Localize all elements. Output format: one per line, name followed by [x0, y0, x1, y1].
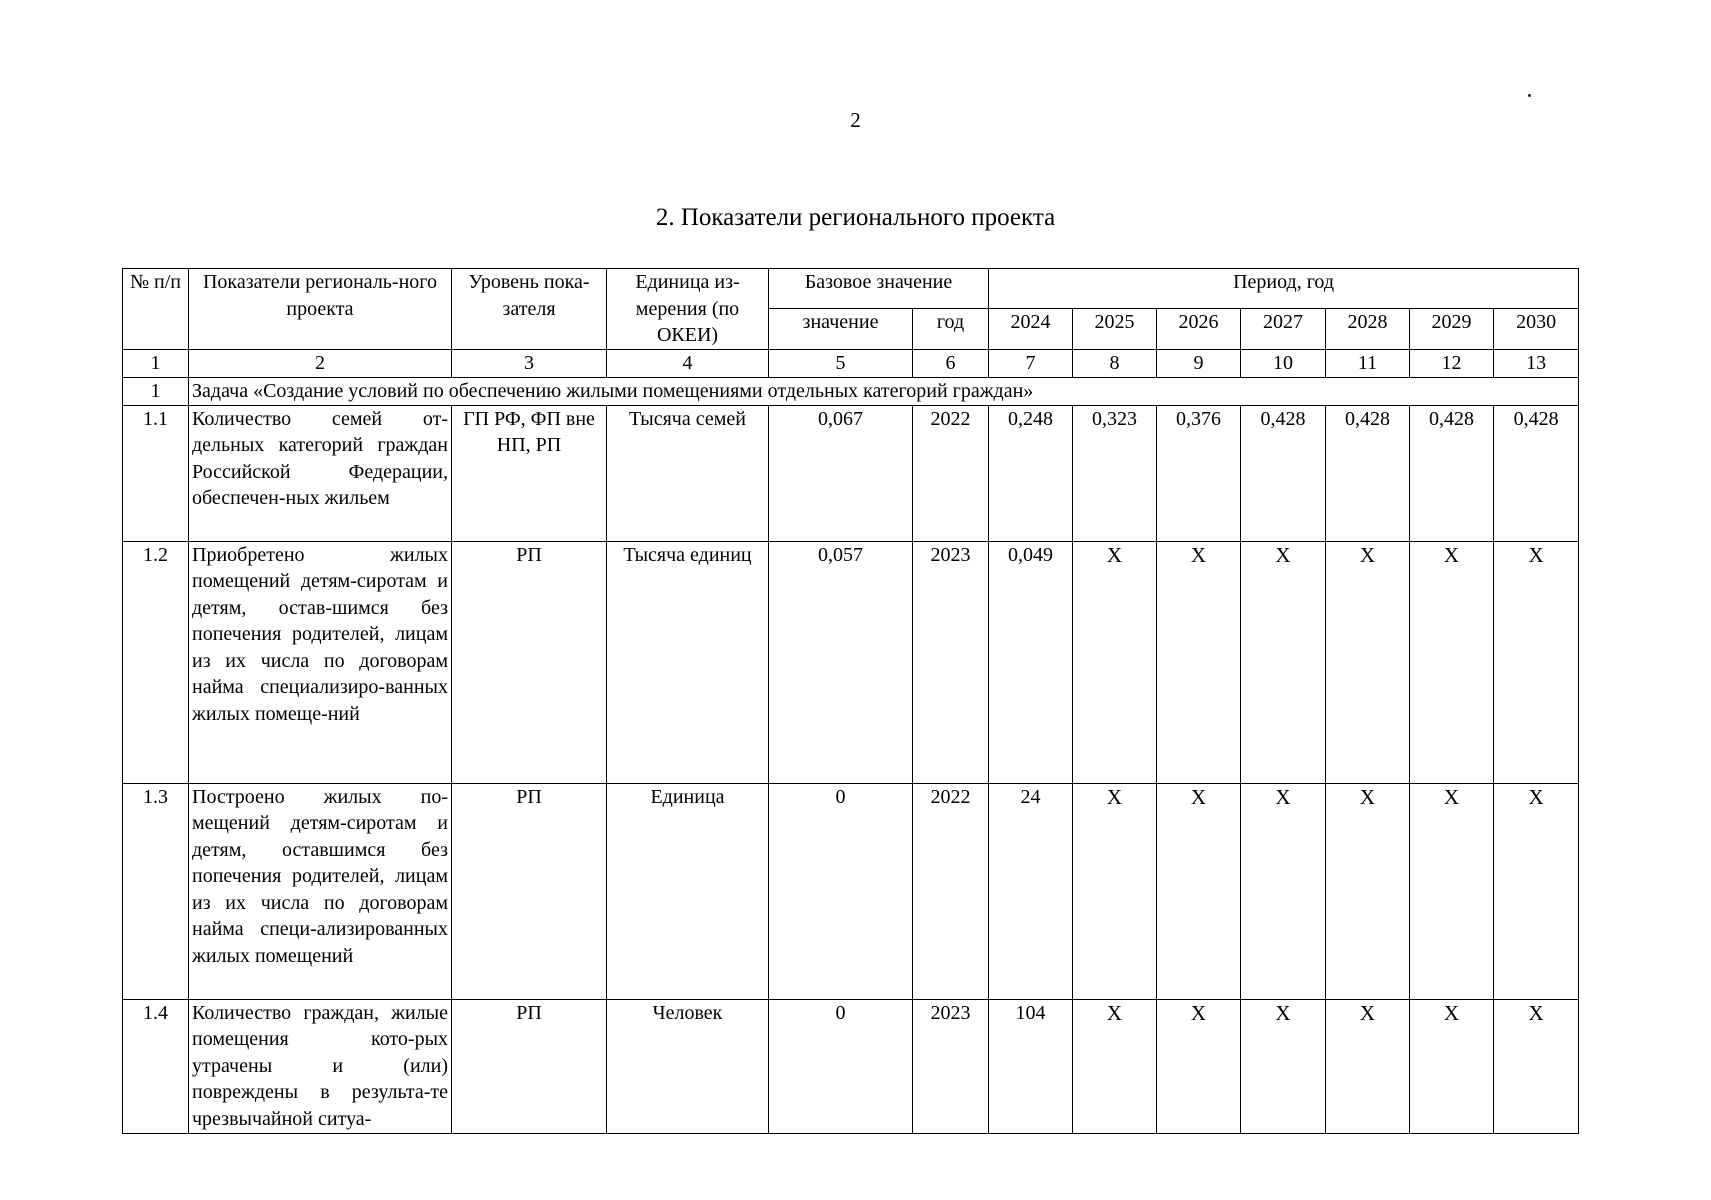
row-value: X: [1157, 541, 1241, 783]
row-level: РП: [452, 999, 607, 1133]
row-value: X: [1241, 783, 1326, 999]
header-num: № п/п: [123, 269, 189, 350]
column-number: 13: [1494, 349, 1579, 377]
row-value: X: [1326, 783, 1410, 999]
row-unit: Тысяча единиц: [607, 541, 769, 783]
row-num: 1.2: [123, 541, 189, 783]
header-year: 2028: [1326, 309, 1410, 349]
row-value: X: [1241, 999, 1326, 1133]
header-base: Базовое значение: [769, 269, 989, 309]
row-value: X: [1326, 541, 1410, 783]
row-value: X: [1241, 541, 1326, 783]
row-base-value: 0: [769, 999, 913, 1133]
row-level: РП: [452, 541, 607, 783]
row-level: ГП РФ, ФП вне НП, РП: [452, 405, 607, 541]
row-indicator-name: Приобретено жилых помещений детям-сиротам и детям, остав-шимся без попечения родителей, лицам из их числа по договорам найма специализиро-ванных жилых помеще-ний: [189, 541, 452, 783]
header-base-value: значение: [769, 309, 913, 349]
row-unit: Человек: [607, 999, 769, 1133]
row-base-year: 2023: [913, 999, 989, 1133]
row-value: X: [1494, 541, 1579, 783]
column-number: 1: [123, 349, 189, 377]
header-year: 2027: [1241, 309, 1326, 349]
row-value: X: [1494, 783, 1579, 999]
row-value: 0,428: [1410, 405, 1494, 541]
header-unit: Единица из-мерения (по ОКЕИ): [607, 269, 769, 350]
row-value: 0,428: [1326, 405, 1410, 541]
row-level: РП: [452, 783, 607, 999]
row-base-value: 0,057: [769, 541, 913, 783]
row-indicator-name: Построено жилых по-мещений детям-сиротам и детям, оставшимся без попечения родителей, лицам из их числа по договорам найма специ-ализированных жилых помещений: [189, 783, 452, 999]
row-value: X: [1410, 783, 1494, 999]
header-year: 2030: [1494, 309, 1579, 349]
row-value: X: [1494, 999, 1579, 1133]
column-number: 2: [189, 349, 452, 377]
header-year: 2029: [1410, 309, 1494, 349]
header-name: Показатели региональ-ного проекта: [189, 269, 452, 350]
column-number: 7: [989, 349, 1073, 377]
column-number: 9: [1157, 349, 1241, 377]
row-num: 1.4: [123, 999, 189, 1133]
column-number: 5: [769, 349, 913, 377]
row-value: 104: [989, 999, 1073, 1133]
column-number: 12: [1410, 349, 1494, 377]
row-value: 0,049: [989, 541, 1073, 783]
column-number-row: [123, 349, 1579, 377]
table-row: [123, 999, 1579, 1133]
header-year: 2024: [989, 309, 1073, 349]
row-value: 0,323: [1073, 405, 1157, 541]
task-text: Задача «Создание условий по обеспечению жилыми помещениями отдельных категорий граждан»: [189, 377, 1579, 405]
page-number: 2: [850, 108, 861, 132]
header-level: Уровень пока-зателя: [452, 269, 607, 350]
row-value: 0,248: [989, 405, 1073, 541]
row-value: X: [1410, 541, 1494, 783]
row-value: X: [1073, 783, 1157, 999]
indicators-table: [122, 268, 1579, 1134]
row-base-value: 0,067: [769, 405, 913, 541]
header-row-1: [123, 269, 1579, 309]
row-indicator-name: Количество граждан, жилые помещения кото-рых утрачены и (или) повреждены в результа-те чрезвычайной ситуа-: [189, 999, 452, 1133]
row-base-year: 2022: [913, 405, 989, 541]
header-base-year: год: [913, 309, 989, 349]
row-value: X: [1073, 541, 1157, 783]
row-num: 1.1: [123, 405, 189, 541]
row-value: 0,428: [1241, 405, 1326, 541]
table-row: [123, 783, 1579, 999]
table-row: [123, 405, 1579, 541]
header-year: 2025: [1073, 309, 1157, 349]
row-value: X: [1073, 999, 1157, 1133]
row-unit: Тысяча семей: [607, 405, 769, 541]
column-number: 6: [913, 349, 989, 377]
row-value: 0,376: [1157, 405, 1241, 541]
task-num: 1: [123, 377, 189, 405]
table-row: [123, 541, 1579, 783]
row-base-year: 2023: [913, 541, 989, 783]
header-year: 2026: [1157, 309, 1241, 349]
row-value: 0,428: [1494, 405, 1579, 541]
scan-artifact-dot: [1528, 94, 1531, 97]
row-base-value: 0: [769, 783, 913, 999]
row-value: X: [1157, 999, 1241, 1133]
row-base-year: 2022: [913, 783, 989, 999]
column-number: 11: [1326, 349, 1410, 377]
header-period: Период, год: [989, 269, 1579, 309]
row-unit: Единица: [607, 783, 769, 999]
row-value: X: [1410, 999, 1494, 1133]
row-indicator-name: Количество семей от-дельных категорий граждан Российской Федерации, обеспечен-ных жильем: [189, 405, 452, 541]
column-number: 4: [607, 349, 769, 377]
row-value: 24: [989, 783, 1073, 999]
row-value: X: [1326, 999, 1410, 1133]
column-number: 3: [452, 349, 607, 377]
row-value: X: [1157, 783, 1241, 999]
row-num: 1.3: [123, 783, 189, 999]
task-row: [123, 377, 1579, 405]
column-number: 10: [1241, 349, 1326, 377]
section-title: 2. Показатели регионального проекта: [655, 204, 1056, 231]
column-number: 8: [1073, 349, 1157, 377]
